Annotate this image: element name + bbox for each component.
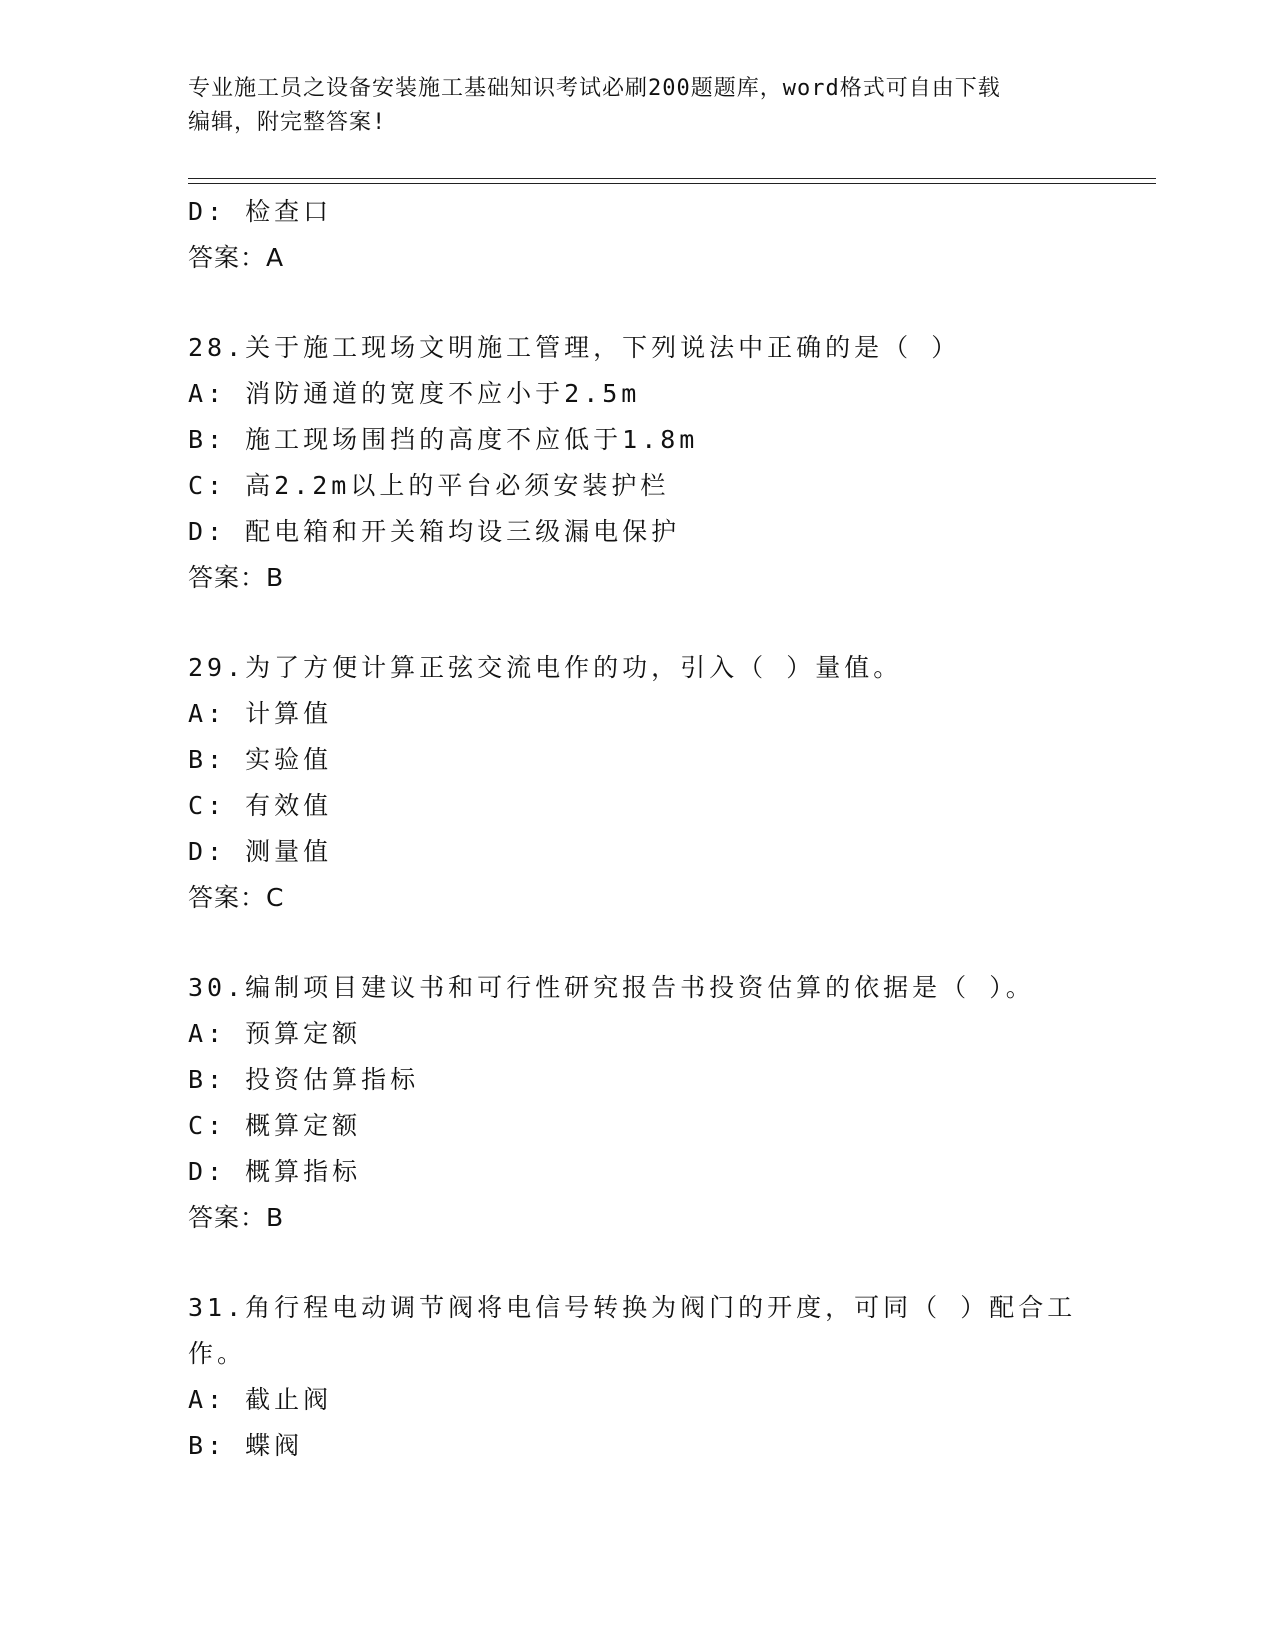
- answer: 答案：B: [188, 1203, 285, 1232]
- option-b: B: 投资估算指标: [188, 1065, 420, 1094]
- question-29: [188, 645, 1088, 921]
- option-a: A: 截止阀: [188, 1385, 333, 1414]
- question-stem-line1: 31.角行程电动调节阀将电信号转换为阀门的开度，可同（ ）配合工: [188, 1293, 1077, 1322]
- header-title-line2: 编辑，附完整答案!: [188, 110, 387, 135]
- question-28: [188, 325, 1088, 601]
- option-a: A: 预算定额: [188, 1019, 362, 1048]
- spacer: [188, 1241, 1088, 1285]
- prev-answer: 答案：A: [188, 243, 285, 272]
- option-b: B: 蝶阀: [188, 1431, 304, 1460]
- question-stem-line2: 作。: [188, 1339, 247, 1368]
- question-stem: 29.为了方便计算正弦交流电作的功，引入（ ）量值。: [188, 653, 903, 682]
- header-title-line1: 专业施工员之设备安装施工基础知识考试必刷200题题库，word格式可自由下载: [188, 76, 1001, 101]
- option-a: A: 计算值: [188, 699, 333, 728]
- answer: 答案：C: [188, 883, 285, 912]
- header-rule-bottom: [188, 183, 1156, 184]
- question-stem: 28.关于施工现场文明施工管理，下列说法中正确的是（ ）: [188, 333, 961, 362]
- prev-option-d: D: 检查口: [188, 197, 333, 226]
- spacer: [188, 921, 1088, 965]
- spacer: [188, 601, 1088, 645]
- option-d: D: 配电箱和开关箱均设三级漏电保护: [188, 517, 681, 546]
- option-b: B: 实验值: [188, 745, 333, 774]
- answer: 答案：B: [188, 563, 285, 592]
- option-d: D: 测量值: [188, 837, 333, 866]
- option-a: A: 消防通道的宽度不应小于2.5m: [188, 379, 641, 408]
- question-30: [188, 965, 1088, 1241]
- option-d: D: 概算指标: [188, 1157, 362, 1186]
- option-b: B: 施工现场围挡的高度不应低于1.8m: [188, 425, 699, 454]
- document-header: [188, 72, 1088, 140]
- option-c: C: 概算定额: [188, 1111, 362, 1140]
- question-list: [188, 189, 1088, 1469]
- header-rule-top: [188, 178, 1156, 179]
- spacer: [188, 281, 1088, 325]
- option-c: C: 有效值: [188, 791, 333, 820]
- option-c: C: 高2.2m以上的平台必须安装护栏: [188, 471, 670, 500]
- question-31: [188, 1285, 1088, 1469]
- question-stem: 30.编制项目建议书和可行性研究报告书投资估算的依据是（ ）。: [188, 973, 1035, 1002]
